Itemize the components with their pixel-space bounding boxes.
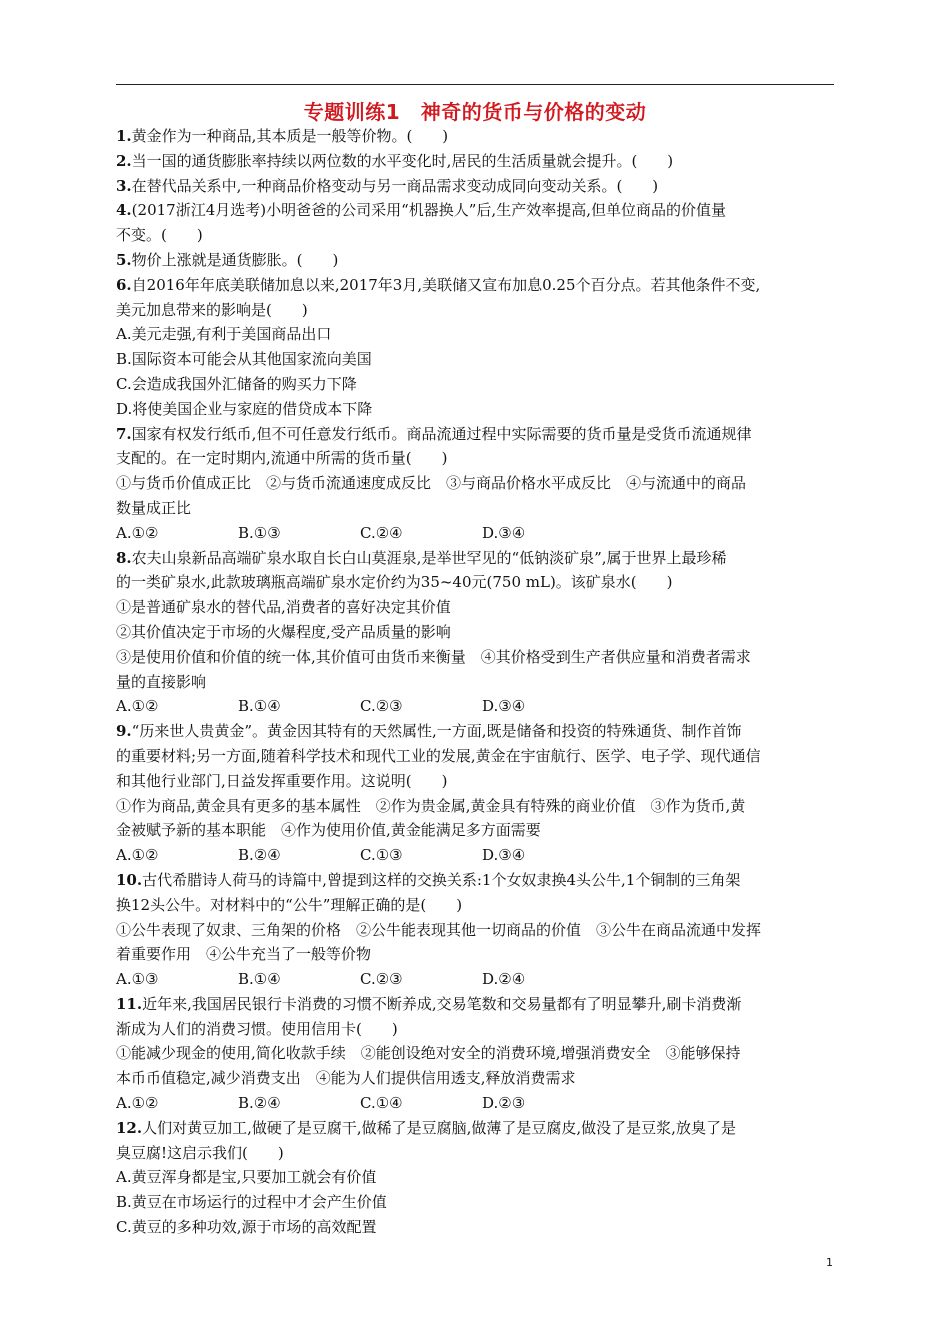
top-rule [116,84,834,85]
question-text: 当一国的通货膨胀率持续以两位数的水平变化时,居民的生活质量就会提升。( ) [131,151,674,170]
question-number: 8. [116,548,132,567]
question-text: 量的直接影响 [116,672,207,691]
question-number: 6. [116,275,132,294]
question-number: 10. [116,870,143,889]
question-line [116,198,834,223]
answer-option: D.③④ [482,846,526,865]
question-line [116,620,834,645]
answer-option: B.②④ [238,846,281,865]
question-text: ①公牛表现了奴隶、三角架的价格 ②公牛能表现其他一切商品的价值 ③公牛在商品流通中发挥 [116,920,762,939]
question-text: ①作为商品,黄金具有更多的基本属性 ②作为贵金属,黄金具有特殊的商业价值 ③作为货币,黄 [116,796,746,815]
question-text: C.黄豆的多种功效,源于市场的高效配置 [116,1218,377,1237]
answer-option: A.①② [116,846,159,865]
answer-option: A.①③ [116,970,159,989]
answer-option: C.②③ [360,697,403,716]
question-text: 农夫山泉新品高端矿泉水取自长白山莫涯泉,是举世罕见的“低钠淡矿泉”,属于世界上最珍稀 [131,548,727,567]
answer-option: D.②④ [482,970,526,989]
answer-option: A.①② [116,697,159,716]
question-line [116,1190,834,1215]
page-title: 专题训练1 神奇的货币与价格的变动 [303,100,647,124]
question-text: 在替代品关系中,一种商品价格变动与另一商品需求变动成同向变动关系。( ) [131,176,659,195]
question-text: ③是使用价值和价值的统一体,其价值可由货币来衡量 ④其价格受到生产者供应量和消费者需求 [116,647,751,666]
answer-options [116,843,834,868]
question-text: A.美元走强,有利于美国商品出口 [116,325,332,344]
question-text: 臭豆腐!这启示我们( ) [116,1143,284,1162]
question-number: 2. [116,151,132,170]
question-item [116,1116,834,1240]
question-line [116,446,834,471]
question-line [116,670,834,695]
question-line [116,174,834,199]
question-line [116,546,834,571]
question-item [116,248,834,273]
question-line [116,248,834,273]
question-text: A.黄豆浑身都是宝,只要加工就会有价值 [116,1168,377,1187]
question-line [116,223,834,248]
question-text: 的重要材料;另一方面,随着科学技术和现代工业的发展,黄金在宇宙航行、医学、电子学、现代通信 [116,746,761,765]
question-line [116,744,834,769]
answer-option: D.②③ [482,1094,526,1113]
question-line [116,124,834,149]
question-text: 古代希腊诗人荷马的诗篇中,曾提到这样的交换关系:1个女奴隶换4头公牛,1个铜制的三角架 [142,870,741,889]
question-line [116,1116,834,1141]
question-line [116,942,834,967]
page-number: 1 [826,1256,833,1269]
answer-option: C.①③ [360,846,403,865]
question-line [116,298,834,323]
question-number: 1. [116,127,132,145]
question-item [116,124,834,149]
question-text: 着重要作用 ④公牛充当了一般等价物 [116,945,372,964]
question-line [116,570,834,595]
question-line [116,149,834,174]
question-line [116,645,834,670]
question-line [116,1017,834,1042]
question-line [116,422,834,447]
question-line [116,992,834,1017]
question-item [116,174,834,199]
question-line [116,1215,834,1240]
question-number: 9. [116,722,132,741]
question-text: D.将使美国企业与家庭的借贷成本下降 [116,399,373,418]
question-number: 5. [116,250,132,269]
question-line [116,818,834,843]
question-line [116,595,834,620]
question-text: 支配的。在一定时期内,流通中所需的货币量( ) [116,449,448,468]
question-text: ②其价值决定于市场的火爆程度,受产品质量的影响 [116,622,451,641]
question-number: 12. [116,1118,143,1137]
question-number: 3. [116,176,132,195]
answer-option: A.①② [116,523,159,542]
question-list [116,124,834,1240]
question-line [116,322,834,347]
question-item [116,992,834,1116]
answer-options [116,967,834,992]
answer-option: B.①③ [238,523,281,542]
question-text: 渐成为人们的消费习惯。使用信用卡( ) [116,1019,398,1038]
question-text: 美元加息带来的影响是( ) [116,300,308,319]
question-number: 4. [116,201,132,220]
question-text: 本币币值稳定,减少消费支出 ④能为人们提供信用透支,释放消费需求 [116,1069,576,1088]
question-text: “历来世人贵黄金”。黄金因其特有的天然属性,一方面,既是储备和投资的特殊通货、制作首饰 [131,722,742,741]
answer-option: D.③④ [482,523,526,542]
question-text: (2017浙江4月选考)小明爸爸的公司采用“机器换人”后,生产效率提高,但单位商品的价值量 [131,201,726,220]
question-line [116,273,834,298]
question-text: 近年来,我国居民银行卡消费的习惯不断养成,交易笔数和交易量都有了明显攀升,刷卡消费渐 [142,994,742,1013]
answer-options [116,694,834,719]
question-line [116,347,834,372]
question-line [116,893,834,918]
question-line [116,868,834,893]
question-line [116,1165,834,1190]
question-text: 人们对黄豆加工,做硬了是豆腐干,做稀了是豆腐脑,做薄了是豆腐皮,做没了是豆浆,放臭了是 [142,1118,736,1137]
answer-option: D.③④ [482,697,526,716]
answer-option: C.①④ [360,1094,403,1113]
answer-option: C.②③ [360,970,403,989]
question-text: 黄金作为一种商品,其本质是一般等价物。( ) [131,127,449,145]
question-text: 和其他行业部门,日益发挥重要作用。这说明( ) [116,771,448,790]
question-line [116,719,834,744]
question-line [116,1141,834,1166]
answer-option: B.①④ [238,970,281,989]
answer-options [116,1091,834,1116]
question-text: B.黄豆在市场运行的过程中才会产生价值 [116,1193,387,1212]
answer-option: C.②④ [360,523,403,542]
question-text: 数量成正比 [116,498,192,517]
question-number: 11. [116,994,143,1013]
question-item [116,422,834,546]
question-text: 自2016年年底美联储加息以来,2017年3月,美联储又宣布加息0.25个百分点。若其他条件不变, [131,275,761,294]
answer-option: B.②④ [238,1094,281,1113]
question-text: ①能减少现金的使用,简化收款手续 ②能创设绝对安全的消费环境,增强消费安全 ③能够保持 [116,1044,741,1063]
question-item [116,868,834,992]
question-line [116,397,834,422]
question-line [116,1066,834,1091]
question-text: 物价上涨就是通货膨胀。( ) [131,250,339,269]
answer-option: B.①④ [238,697,281,716]
question-number: 7. [116,424,132,443]
question-text: 的一类矿泉水,此款玻璃瓶高端矿泉水定价约为35~40元(750 mL)。该矿泉水( ) [116,573,673,592]
question-text: B.国际资本可能会从其他国家流向美国 [116,350,372,369]
question-text: 国家有权发行纸币,但不可任意发行纸币。商品流通过程中实际需要的货币量是受货币流通规律 [131,424,752,443]
question-text: 不变。( ) [116,226,203,245]
question-line [116,1041,834,1066]
question-text: 换12头公牛。对材料中的“公牛”理解正确的是( ) [116,895,463,914]
question-line [116,471,834,496]
question-line [116,769,834,794]
answer-options [116,521,834,546]
answer-option: A.①② [116,1094,159,1113]
question-line [116,496,834,521]
question-line [116,794,834,819]
question-item [116,273,834,422]
question-text: ①与货币价值成正比 ②与货币流通速度成反比 ③与商品价格水平成反比 ④与流通中的商品 [116,474,747,493]
question-text: 金被赋予新的基本职能 ④作为使用价值,黄金能满足多方面需要 [116,821,541,840]
question-item [116,198,834,248]
question-item [116,149,834,174]
question-line [116,372,834,397]
question-line [116,918,834,943]
question-text: ①是普通矿泉水的替代品,消费者的喜好决定其价值 [116,598,451,617]
question-item [116,719,834,868]
question-item [116,546,834,720]
question-text: C.会造成我国外汇储备的购买力下降 [116,374,357,393]
